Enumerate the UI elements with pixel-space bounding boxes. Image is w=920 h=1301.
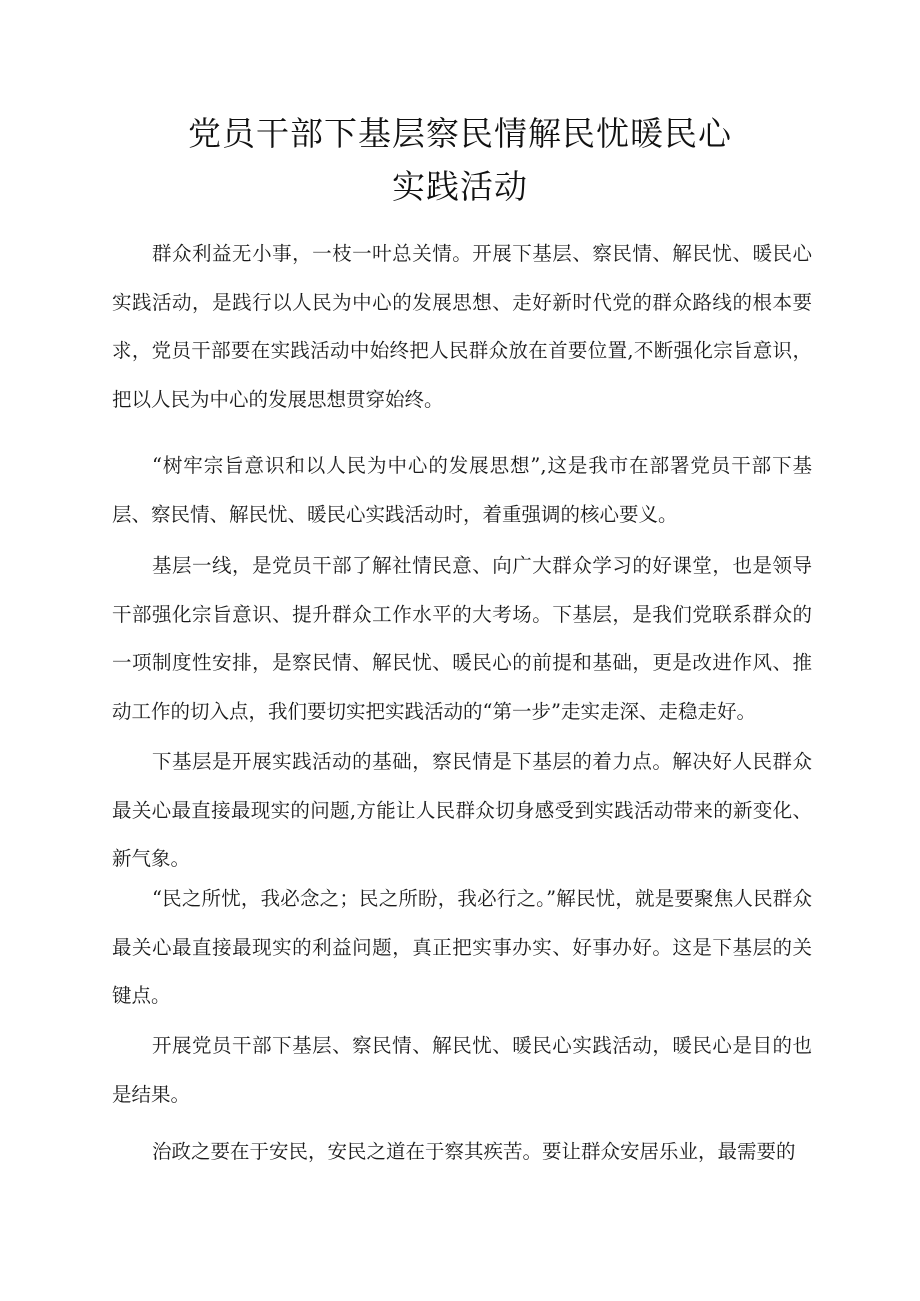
paragraph-3: 基层一线，是党员干部了解社情民意、向广大群众学习的好课堂，也是领导干部强化宗旨意识、提升群众工作水平的大考场。下基层，是我们党联系群众的一项制度性安排，是察民情、解民忧、暖民心的前提和基础，更是改进作风、推动工作的切入点，我们要切实把实践活动的“第一步”走实走深、走稳走好。 <box>112 554 812 723</box>
paragraph-2: “树牢宗旨意识和以人民为中心的发展思想”,这是我市在部署党员干部下基层、察民情、解民忧、暖民心实践活动时，着重强调的核心要义。 <box>112 454 812 526</box>
paragraph-6: 开展党员干部下基层、察民情、解民忧、暖民心实践活动，暖民心是目的也是结果。 <box>112 1034 812 1106</box>
paragraph-5: “民之所忧，我必念之；民之所盼，我必行之。”解民忧，就是要聚焦人民群众最关心最直接最现实的利益问题，真正把实事办实、好事办好。这是下基层的关键点。 <box>112 887 812 1007</box>
paragraph-1: 群众利益无小事，一枝一叶总关情。开展下基层、察民情、解民忧、暖民心实践活动，是践行以人民为中心的发展思想、走好新时代党的群众路线的根本要求，党员干部要在实践活动中始终把人民群众放在首要位置,不断强化宗旨意识，把以人民为中心的发展思想贯穿始终。 <box>112 242 812 411</box>
document-title-line-2: 实践活动 <box>392 167 528 206</box>
document-title-line-1: 党员干部下基层察民情解民忧暖民心 <box>188 114 732 153</box>
paragraph-7: 治政之要在于安民，安民之道在于察其疾苦。要让群众安居乐业，最需要的 <box>152 1140 796 1163</box>
paragraph-4: 下基层是开展实践活动的基础，察民情是下基层的着力点。解决好人民群众最关心最直接最现实的问题,方能让人民群众切身感受到实践活动带来的新变化、新气象。 <box>112 750 812 870</box>
